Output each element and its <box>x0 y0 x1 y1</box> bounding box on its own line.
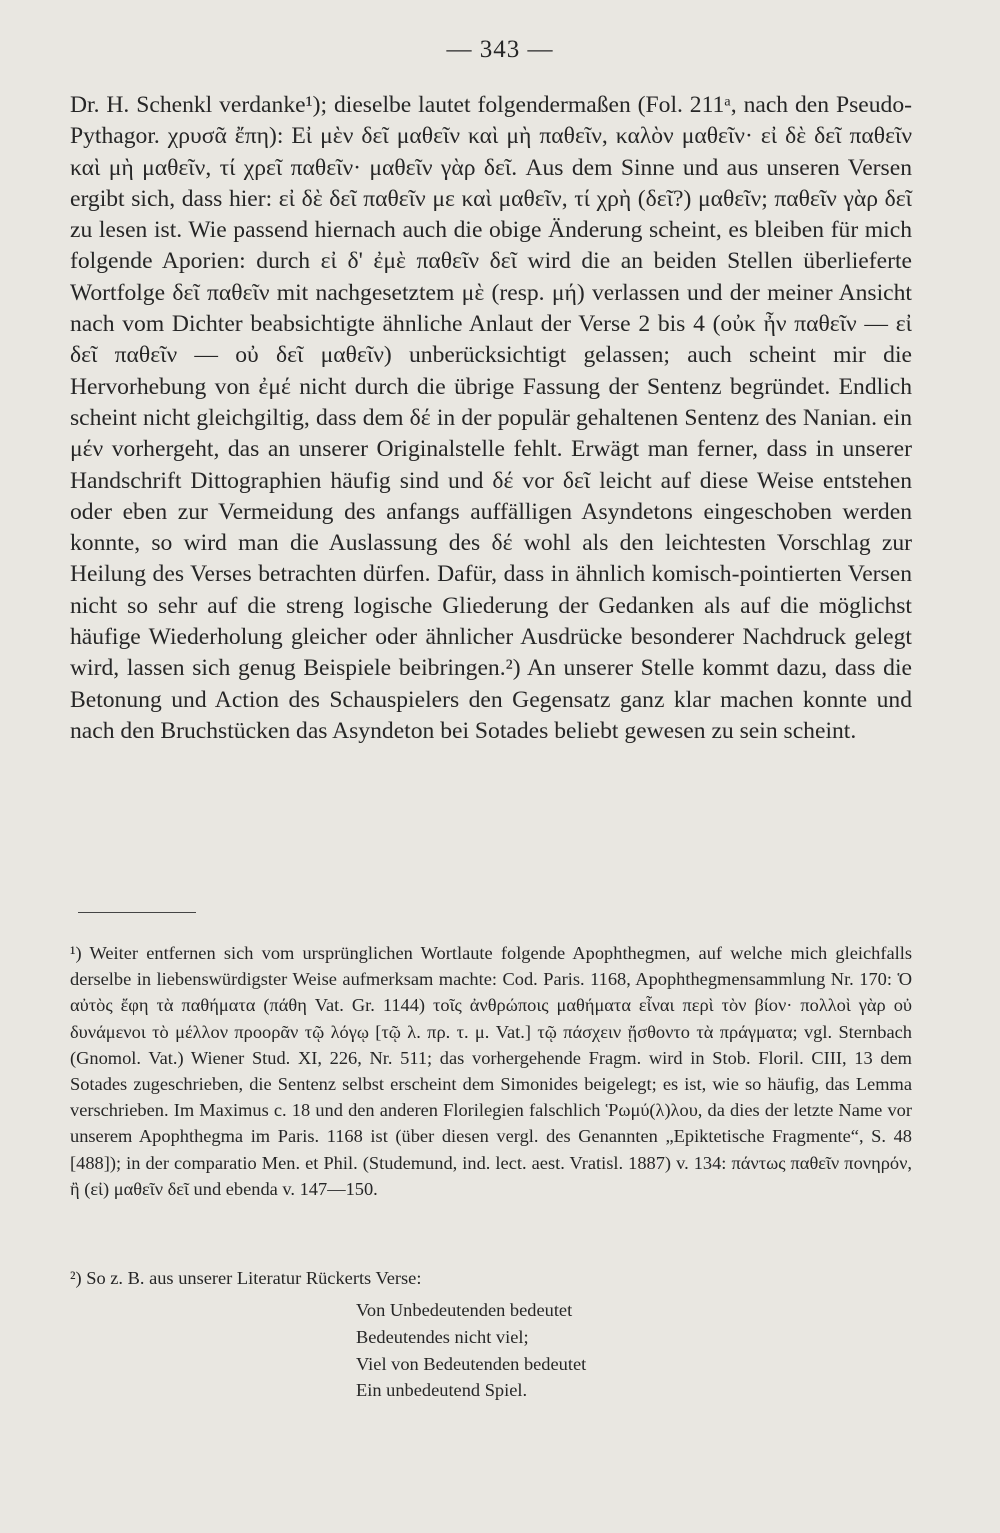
verse-line: Ein unbedeutend Spiel. <box>356 1380 528 1401</box>
footnote-1: ¹) Weiter entfernen sich vom ursprünglichen Wortlaute folgende Apophthegmen, auf welche mich gleichfalls derselbe in liebenswürdigster Weise aufmerksam machte: Cod. Paris. 1168, Apophthegmensammlung Nr. 170: Ὁ αὐτὸς ἔφη τὰ παθήματα (πάθη Vat. Gr. 1144) τοῖς ἀνθρώποις μαθήματα εἶναι περὶ τὸν βίον· πολλοὶ γὰρ οὐ δυνάμενοι τὸ μέλλον προορᾶν τῷ λόγῳ [τῷ λ. πρ. τ. μ. Vat.] τῷ πάσχειν ᾔσθοντο τὰ πράγματα; vgl. Sternbach (Gnomol. Vat.) Wiener Stud. XI, 226, Nr. 511; das vorhergehende Fragm. wird in Stob. Floril. CIII, 13 dem Sotades zugeschrieben, die Sentenz selbst erscheint dem Simonides beigelegt; es ist, wie so häufig, das Lemma verschrieben. Im Maximus c. 18 und den anderen Florilegien falschlich Ῥωμύ(λ)λου, da dies der letzte Name vor unserem Apophthegma im Paris. 1168 ist (über diesen vergl. des Genannten „Epiktetische Fragmente“, S. 48 [488]); in der comparatio Men. et Phil. (Studemund, ind. lect. aest. Vratisl. 1887) v. 134: πάντως παθεῖν πονηρόν, ἢ (εἰ) μαθεῖν δεῖ und ebenda v. 147—150. <box>70 943 912 1199</box>
verse-line: Bedeutendes nicht viel; <box>356 1326 529 1347</box>
verse-line: Viel von Bedeutenden bedeutet <box>356 1353 587 1374</box>
page-number: — 343 — <box>446 36 554 63</box>
footnote-divider <box>78 912 196 913</box>
verse-line: Von Unbedeutenden bedeutet <box>356 1300 573 1320</box>
verse-block <box>356 1297 586 1404</box>
footnote-2: ²) So z. B. aus unserer Literatur Rückerts Verse: <box>70 1268 422 1288</box>
main-paragraph: Dr. H. Schenkl verdanke¹); dieselbe lautet folgendermaßen (Fol. 211ᵃ, nach den Pseudo-Pythagor. χρυσᾶ ἔπη): Εἰ μὲν δεῖ μαθεῖν καὶ μὴ παθεῖν, καλὸν μαθεῖν· εἰ δὲ δεῖ παθεῖν καὶ μὴ μαθεῖν, τί χρεῖ παθεῖν· μαθεῖν γὰρ δεῖ. Aus dem Sinne und aus unseren Versen ergibt sich, dass hier: εἰ δὲ δεῖ παθεῖν με καὶ μαθεῖν, τί χρὴ (δεῖ?) μαθεῖν; παθεῖν γὰρ δεῖ zu lesen ist. Wie passend hiernach auch die obige Änderung scheint, es bleiben für mich folgende Aporien: durch εἰ δ' ἐμὲ παθεῖν δεῖ wird die an beiden Stellen überlieferte Wortfolge δεῖ παθεῖν mit nachgesetztem μὲ (resp. μή) verlassen und der meiner Ansicht nach vom Dichter beabsichtigte ähnliche Anlaut der Verse 2 bis 4 (οὐκ ἦν παθεῖν — εἰ δεῖ παθεῖν — οὐ δεῖ μαθεῖν) unberücksichtigt gelassen; auch scheint mir die Hervorhebung von ἐμέ nicht durch die übrige Fassung der Sentenz begründet. Endlich scheint nicht gleichgiltig, dass dem δέ in der populär gehaltenen Sentenz des Nanian. ein μέν vorhergeht, das an unserer Originalstelle fehlt. Erwägt man ferner, dass in unserer Handschrift Dittographien häufig sind und δέ vor δεῖ leicht auf diese Weise entstehen oder eben zur Vermeidung des anfangs auffälligen Asyndetons eingeschoben werden konnte, so wird man die Auslassung des δέ wohl als den leichtesten Vorschlag zur Heilung des Verses betrachten dürfen. Dafür, dass in ähnlich komisch-pointierten Versen nicht so sehr auf die streng logische Gliederung der Gedanken als auf die möglichst häufige Wiederholung gleicher oder ähnlicher Ausdrücke besonderer Nachdruck gelegt wird, lassen sich genug Beispiele beibringen.²) An unserer Stelle kommt dazu, dass die Betonung und Action des Schauspielers den Gegensatz ganz klar machen konnte und nach den Bruchstücken das Asyndeton bei Sotades beliebt gewesen zu sein scheint. <box>70 92 912 744</box>
